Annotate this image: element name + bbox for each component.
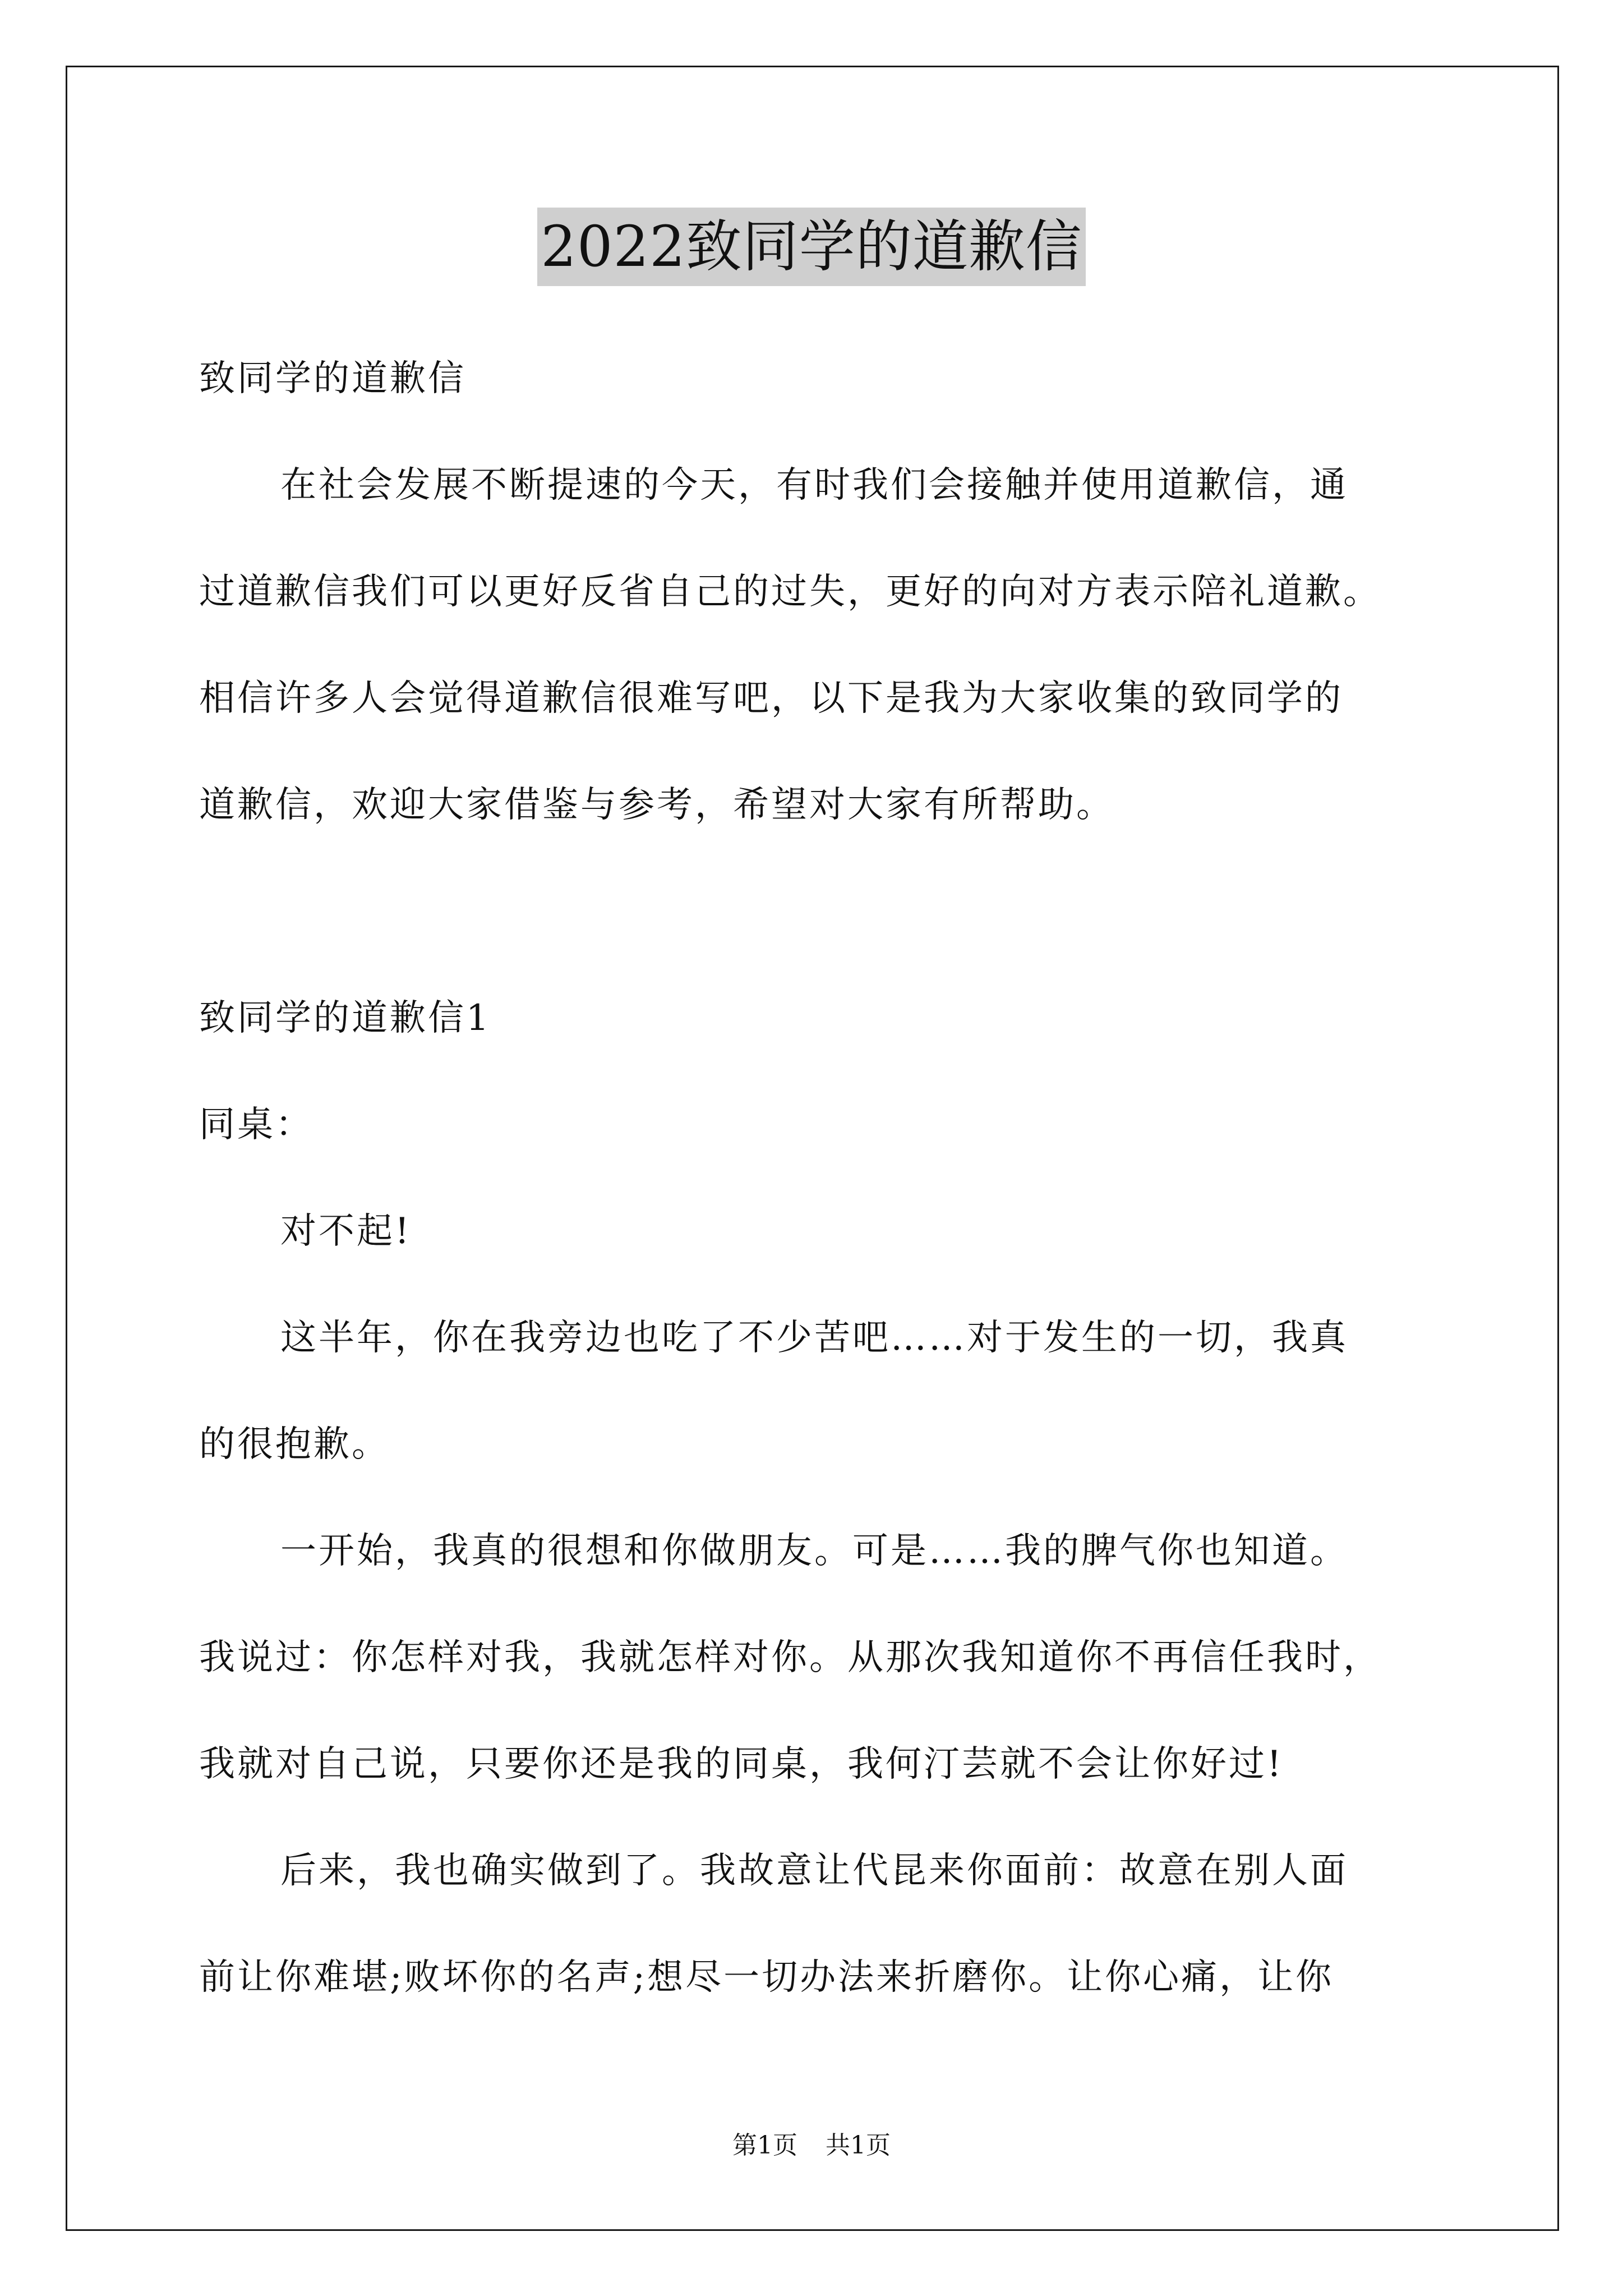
paragraph-3-line-3: 我就对自己说，只要你还是我的同桌，我何汀芸就不会让你好过! xyxy=(199,1743,1284,1785)
page-footer xyxy=(0,2129,1623,2162)
paragraph-4-line-1: 后来，我也确实做到了。我故意让代昆来你面前：故意在别人面 xyxy=(280,1850,1348,1892)
intro-line-1: 在社会发展不断提速的今天，有时我们会接触并使用道歉信，通 xyxy=(280,464,1348,506)
section-heading: 致同学的道歉信1 xyxy=(199,997,491,1039)
paragraph-1: 对不起! xyxy=(280,1211,412,1252)
page-total: 共1页 xyxy=(826,2131,891,2160)
page-number: 第1页 xyxy=(732,2131,797,2160)
paragraph-3-line-2: 我说过：你怎样对我，我就怎样对你。从那次我知道你不再信任我时， xyxy=(199,1637,1381,1678)
document-title: 2022致同学的道歉信 xyxy=(537,208,1086,286)
paragraph-3-line-1: 一开始，我真的很想和你做朋友。可是……我的脾气你也知道。 xyxy=(280,1530,1348,1572)
intro-line-2: 过道歉信我们可以更好反省自己的过失，更好的向对方表示陪礼道歉。 xyxy=(199,571,1381,613)
paragraph-2-line-2: 的很抱歉。 xyxy=(199,1424,390,1465)
intro-line-3: 相信许多人会觉得道歉信很难写吧，以下是我为大家收集的致同学的 xyxy=(199,678,1343,719)
document-subtitle: 致同学的道歉信 xyxy=(199,358,466,399)
title-container xyxy=(0,208,1623,286)
intro-line-4: 道歉信，欢迎大家借鉴与参考，希望对大家有所帮助。 xyxy=(199,784,1114,826)
paragraph-4-line-2: 前让你难堪;败坏你的名声;想尽一切办法来折磨你。让你心痛，让你 xyxy=(199,1957,1334,1998)
paragraph-2-line-1: 这半年，你在我旁边也吃了不少苦吧……对于发生的一切，我真 xyxy=(280,1317,1348,1359)
salutation: 同桌： xyxy=(199,1104,313,1145)
